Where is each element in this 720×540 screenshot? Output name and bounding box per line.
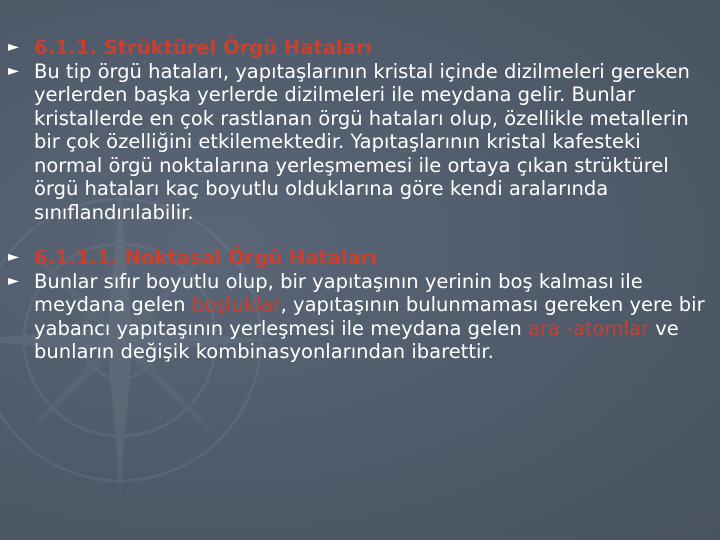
bullet-arrow-icon: ► (8, 62, 19, 79)
bullet-arrow-icon: ► (8, 249, 19, 265)
bullet-arrow-icon: ► (8, 39, 19, 55)
slide-content (8, 36, 712, 364)
term-ara-atomlar: ara -atomlar (527, 316, 650, 340)
term-bosluklar: boşluklar (191, 293, 281, 316)
section1-heading: 6.1.1. Strüktürel Örgü Hataları (34, 36, 372, 59)
section2-paragraph-item (8, 270, 712, 364)
section1-paragraph: Bu tip örgü hataları, yapıtaşlarının kristal içinde dizilmeleri gereken yerlerden başka yerlerde dizilmeleri ile meydana gelir. Bunlar kristallerde en çok rastlanan örgü hataları olup, özellikle metallerin bir çok özelliğini etkilemektedir. Yapıtaşlarının kristal kafesteki normal örgü noktalarına yerleşmemesi ile ortaya çıkan strüktürel örgü hataları kaç boyutlu olduklarına göre kendi aralarında sınıflandırılabilir. (34, 59, 690, 224)
section2-heading-item (8, 246, 712, 270)
section2-paragraph-part3: ve bunların değişik kombinasyonlarından ibarettir. (34, 316, 679, 363)
section2-paragraph-part1: Bunlar sıfır boyutlu olup, bir yapıtaşının yerinin boş kalması ile meydana gelen (34, 269, 643, 316)
section2-heading: 6.1.1.1. Noktasal Örgü Hataları (34, 246, 378, 269)
section1-paragraph-item (8, 60, 712, 225)
bullet-arrow-icon: ► (8, 272, 19, 289)
section1-heading-item (8, 36, 712, 60)
section2-paragraph-part2: , yapıtaşının bulunmaması gereken yere bir yabancı yapıtaşının yerleşmesi ile meydana gelen (34, 293, 705, 340)
